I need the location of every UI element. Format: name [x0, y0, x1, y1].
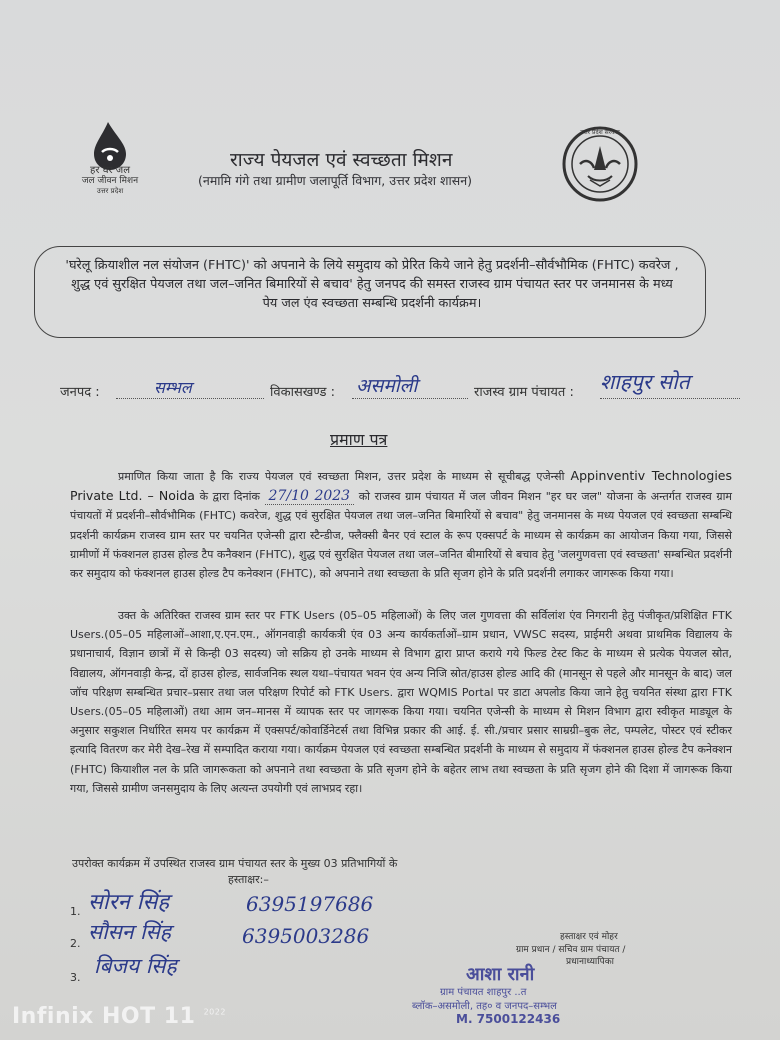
certificate-paragraph-2: उक्त के अतिरिक्त राजस्व ग्राम स्तर पर FTK Users (05–05 महिलाओं) के लिए जल गुणवत्ता की सर्विलांश एंव निगरानी हेतु पंजीकृत/प्रशिक्षित FTK Users.(05–05 महिलाओं–आशा,ए.एन.एम., ऑगनवाड़ी कार्यकत्री एंव 03 अन्य कार्यकर्ताओं–ग्राम प्रधान, VWSC सदस्य, प्राईमरी अथवा प्राथमिक विद्यालय के प्रधानाचार्य, विज्ञान छात्रों में से किन्ही 03 सदस्य) जो सक्रिय हो उनके माध्यम से विभाग द्वारा प्राप्त कराये गये फिल्ड टेस्ट किट के माध्यम से प्रत्येक पेयजल स्रोत, विद्यालय, ऑगनवाड़ी केन्द्र, दों हाउस होल्ड, सार्वजनिक स्थल यथा–पंचायत भवन एंव अन्य निजि स्रोत/हाउस होल्ड आदि की (मानसून से पहले और मानसून के बाद) जल जॉच परिक्षण सम्बन्धित प्रचार–प्रसार तथा जल परिक्षण रिपोर्ट को FTK Users. द्वारा WQMIS Portal पर डाटा अपलोड किया जाने हेतु चयनित संस्था द्वारा FTK Users.(05–05 महिलाओं) तथा आम जन–मानस में व्यापक स्तर पर जागरूक किया गया। चयनित एजेन्सी के माध्यम से मिशन विभाग द्वारा स्वीकृत माड्यूल के अनुसार सकुशल निर्धारित समय पर कार्यक्रम में एक्सपर्ट/कोवार्डिनेटर्स तथा विभिन्न प्रकार की आई. ई. सी./प्रचार प्रसार साम्रग्री–बुक लेट, पम्पलेट, पोस्टर एवं स्टीकर इत्यादि वितरण कर मेरी देख–रेख में सम्पादित कराया गया। कार्यक्रम पेयजल एवं स्वच्छता सम्बन्धित प्रदर्शनी के माध्यम से समुदाय में फंक्शनल हाउस होल्ड टैप कनेक्शन (FHTC) कियाशील नल के प्रति जागरूकता को अपनाने तथा स्वच्छता के प्रति सृजग होने के बहेतर लाभ तथा स्वच्छता के प्रति सृजग होने की दिशा में जागरूक किया गया, जिससे ग्रामीण जनसमुदाय के लिए अत्यन्त उपयोगी एवं लाभप्रद रहा।	[70, 609, 732, 795]
district-label: जनपद :	[60, 385, 100, 400]
row-number: 2.	[70, 937, 81, 950]
district-value: सम्भल	[154, 378, 192, 397]
officer-designation-2: प्रधानाध्यापिका	[566, 957, 614, 967]
para1-body: में जल जीवन मिशन "हर घर जल" योजना के अन्तर्गत राजस्व ग्राम पंचायतों में प्रदर्शनी–सौर्वभौमिक (FHTC) कवरेज, शुद्ध एवं सुरक्षित पेयजल तथा जल–जनित बिमारियों से बचाव" हेतु जनमानस के मध्य पेयजल एवं स्वच्छता सम्बन्धि प्रदर्शनी कार्यक्रम राजस्व ग्राम स्तर पर चयनित एजेन्सी द्वारा स्टैन्डीज, फ्लैक्सी बैनर एवं स्टाल के रूप एक्सपर्ट के माध्यम से कार्यक्रम का आयोजन किया गया, जिससे ग्रामीणों में फंक्शनल हाउस होल्ड टैप कनैक्शन (FHTC), शुद्ध एवं सुरक्षित पेयजल तथा जल–जनित बीमारियों से बचाव हेतु 'जलगुणवत्ता एवं स्वच्छता' सम्बन्धित प्रदर्शनी कर समुदाय को फंक्शनल हाउस होल्ड टैप कनेक्शन (FHTC), को अपनाने तथा स्वच्छता के प्रति सृजग होने के प्रति प्रदर्शनी लगाकर जागरूक किया गया।	[70, 490, 732, 581]
program-banner-text: 'घरेलू क्रियाशील नल संयोजन (FHTC)' को अपनाने के लिये समुदाय को प्रेरित किये जाने हेतु प्रदर्शनी–सौर्वभौमिक (FHTC) कवरेज , शुद्ध एवं सुरक्षित पेयजल तथा जल–जनित बिमारियों से बचाव' हेतु जनपद की समस्त राजस्व ग्राम पंचायत स्तर पर जनमानस के मध्य पेय जल एंव स्वच्छता सम्बन्धि प्रदर्शनी कार्यक्रम।	[65, 258, 679, 311]
officer-designation: ग्राम प्रधान / सचिव ग्राम पंचायत /	[516, 945, 626, 955]
participant-phone: 6395197686	[246, 892, 374, 916]
certificate-paragraph-1	[70, 466, 732, 583]
block-label: विकासखण्ड :	[270, 385, 336, 400]
stamp-line: ब्लॉक–असमोली, तह० व जनपद–सम्भल	[412, 1001, 557, 1012]
watermark-brand: Infinix HOT 11	[12, 1004, 196, 1029]
participant-signature: सौसन सिंह	[88, 920, 171, 944]
participant-row	[70, 954, 177, 985]
page-title: राज्य पेयजल एवं स्वच्छता मिशन	[230, 149, 453, 171]
watermark-year: 2022	[203, 1007, 226, 1017]
up-government-seal-icon	[560, 124, 640, 204]
page-subtitle: (नमामि गंगे तथा ग्रामीण जलापूर्ति विभाग, उत्तर प्रदेश शासन)	[198, 173, 473, 188]
logo-line: उत्तर प्रदेश	[96, 187, 124, 195]
stamp-line: ग्राम पंचायत शाहपुर ..त	[440, 987, 527, 998]
officer-label: हस्ताक्षर एवं मोहर	[560, 932, 618, 942]
stamp-phone: M. 7500122436	[456, 1012, 561, 1026]
stamp-name: आशा रानी	[466, 964, 535, 985]
para1-date-label: के द्वारा दिनांक	[199, 490, 260, 504]
participant-row	[70, 890, 374, 919]
para1-gp-label: को राजस्व ग्राम पंचायत	[358, 490, 455, 504]
gram-panchayat-label: राजस्व ग्राम पंचायत :	[474, 385, 574, 400]
gram-panchayat-value: शाहपुर सोत	[600, 370, 690, 394]
certificate-title: प्रमाण पत्र	[330, 430, 388, 449]
logo-line: हर घर जल	[90, 165, 130, 176]
row-number: 1.	[70, 905, 81, 918]
logo-line: जल जीवन मिशन	[81, 176, 139, 186]
participant-phone: 6395003286	[242, 924, 370, 948]
camera-watermark	[12, 1004, 226, 1029]
block-value: असमोली	[356, 375, 418, 397]
row-number: 3.	[70, 971, 81, 984]
para1-intro: प्रमाणित किया जाता है कि राज्य पेयजल एवं स्वच्छता मिशन, उत्तर प्रदेश के माध्यम से सूचीबद्ध एजेन्सी	[118, 470, 565, 483]
location-fields	[60, 370, 760, 408]
participant-row	[70, 920, 370, 951]
signature-intro: उपरोक्त कार्यक्रम में उपस्थित राजस्व ग्राम पंचायत स्तर के मुख्य 03 प्रतिभागियों के	[72, 857, 398, 870]
signature-intro-2: हस्ताक्षर:–	[228, 873, 269, 886]
agency-name: Appinventiv Technologies Private Ltd. – Noida	[70, 468, 732, 504]
event-date: 27/10 2023	[265, 488, 355, 505]
logo-left-caption	[78, 166, 142, 196]
seal-text: उत्तर प्रदेश सरकार	[580, 129, 620, 136]
participant-signature: सोरन सिंह	[88, 890, 170, 915]
participant-signature: बिजय सिंह	[94, 954, 177, 978]
